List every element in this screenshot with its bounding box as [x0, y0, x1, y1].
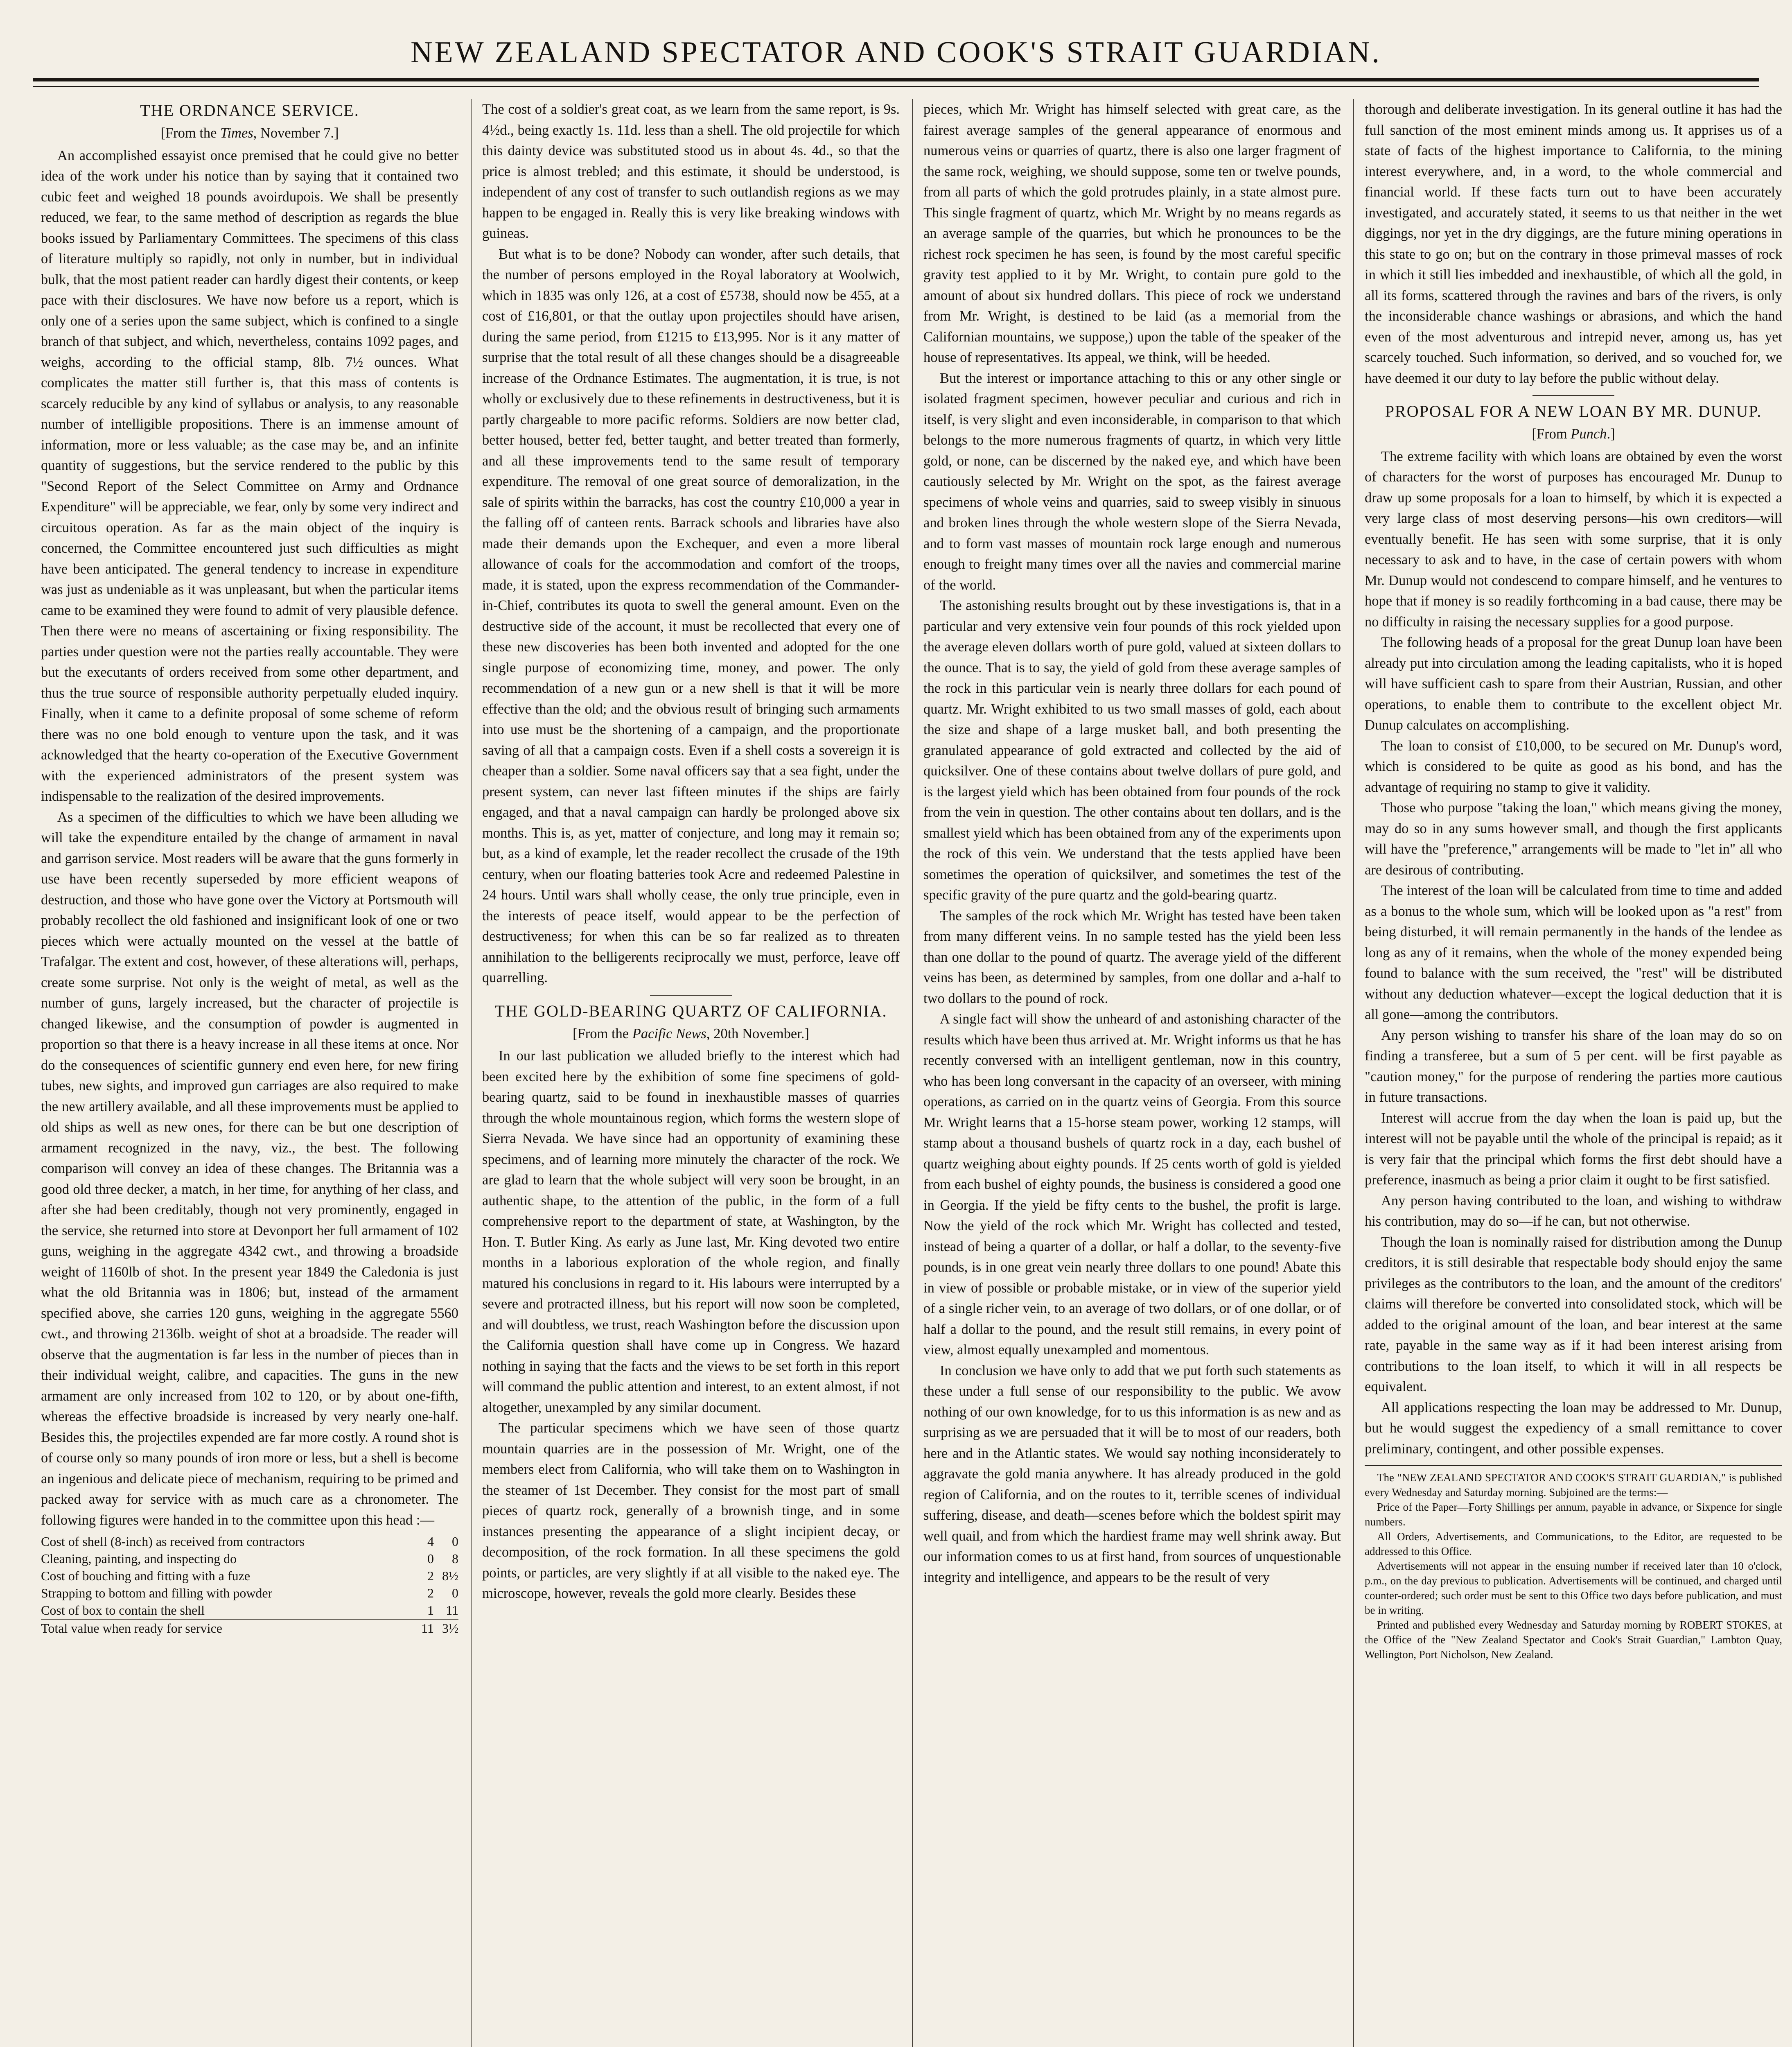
imprint-line: The "NEW ZEALAND SPECTATOR AND COOK'S STRAIT GUARDIAN," is published every Wednesday and Saturday morning. Subjoined are the terms:—: [1365, 1471, 1782, 1498]
masthead: NEW ZEALAND SPECTATOR AND COOK'S STRAIT GUARDIAN.: [411, 36, 1381, 69]
masthead-rule-thick: [33, 78, 1759, 81]
article-paragraph: Those who purpose "taking the loan," which means giving the money, may do so in any sums however small, and though the first applicants will have the "preference," arrangements will be made to "let in" all who are desirous of contributing.: [1365, 800, 1782, 878]
section-separator: [650, 995, 732, 996]
article-paragraph: But the interest or importance attaching to this or any other single or isolated fragment specimen, however peculiar and curious and rich in itself, is very slight and even inconsiderable, in comparison to that which belongs to the more numerous fragments of quartz, in which very little gold, or none, can be discerned by the naked eye, and which have been cautiously selected by Mr. Wright on the spot, as the fairest average specimens of whole veins and quarries, said to sweep visibly in sinuous and broken lines through the whole western slope of the Sierra Nevada, and to form vast masses of mountain rock large enough and numerous enough to freight many times over all the navies and commercial marine of the world.: [923, 370, 1341, 593]
article-paragraph: All applications respecting the loan may be addressed to Mr. Dunup, but he would suggest the expediency of a small remittance to cover preliminary, contingent, and other possible expenses.: [1365, 1399, 1782, 1457]
article-paragraph: The particular specimens which we have seen of those quartz mountain quarries are in the possession of Mr. Wright, one of the members elect from California, who will take them on to Washington in the steamer of 1st December. They consist for the most part of small pieces of quartz rock, generally of a brownish tinge, and in some instances presenting the appearance of a slight incipient decay, or decomposition, of the rock formation. In all these specimens the gold points, or particles, are very slightly if at all visible to the naked eye. The microscope, however, reveals the gold more clearly. Besides these: [482, 1420, 900, 1601]
article-paragraph: The interest of the loan will be calculated from time to time and added as a bonus to the whole sum, which will be looked upon as "a rest" from being disturbed, it will remain permanently in the hands of the lendee as long as any of it remains, when the whole of the money expended being found to balance with the sum received, the "rest" will be distributed without any deduction whatever—except the logical deduction that it is all gone—among the contributors.: [1365, 883, 1782, 1022]
imprint-rule: [1365, 1465, 1782, 1466]
article-paragraph: The following heads of a proposal for the great Dunup loan have been already put into circulation among the leading capitalists, who it is hoped will have sufficient cash to spare from their Austrian, Russian, and other operations, to enable them to contribute to the excellent object Mr. Dunup calculates on accomplishing.: [1365, 635, 1782, 733]
column-divider: [912, 99, 913, 2047]
imprint-line: Price of the Paper—Forty Shillings per annum, payable in advance, or Sixpence for single numbers.: [1365, 1501, 1782, 1528]
shell-cost-table: [41, 1533, 458, 1637]
article-source: [From the Times, November 7.]: [160, 125, 339, 141]
article-paragraph: In conclusion we have only to add that we put forth such statements as these under a full sense of our responsibility to the public. We avow nothing of our own knowledge, for to us this information is as new and as surprising as we are persuaded that it will be to most of our readers, both here and in the Atlantic states. We would say nothing inconsiderately to aggravate the gold mania anywhere. It has already produced in the gold region of California, and on the routes to it, terrible scenes of individual suffering, disease, and death—scenes before which the boldest spirit may well quail, and from which the hardiest frame may well shrink away. But our information comes to us at first hand, from sources of unquestionable integrity and intelligence, and appears to be the result of very: [923, 1362, 1341, 1585]
article-paragraph: As a specimen of the difficulties to which we have been alluding we will take the expenditure entailed by the change of armament in naval and garrison service. Most readers will be aware that the guns formerly in use have been recently superseded by more efficient weapons of destruction, and those who have gone over the Victory at Portsmouth will probably recollect the old fashioned and insignificant look of one or two pieces which were actually mounted on the vessel at the battle of Trafalgar. The extent and cost, however, of these alterations will, perhaps, create some surprise. Not only is the weight of metal, as well as the number of guns, largely increased, but the character of projectile is changed likewise, and the consumption of powder is augmented in proportion so that there is a heavy increase in all these items at once. Nor do the consequences of scientific gunnery end even here, for new firing tubes, new sights, and improved gun carriages are also required to make the new artillery available, and all these improvements must be applied to old ships as well as new ones, for there can be but one description of armament recognized in the navy, viz., the best. The following comparison will convey an idea of these changes. The Britannia was a good old three decker, a match, in her time, for anything of her class, and after she had been creditably, though not very prominently, engaged in the service, she returned into store at Devonport her full armament of 102 guns, weighing in the aggregate 4342 cwt., and throwing a broadside weight of 1160lb of shot. In the present year 1849 the Caledonia is just what the old Britannia was in 1806; but, instead of the armament specified above, she carries 120 guns, weighing in the aggregate 5560 cwt., and throwing 2136lb. weight of shot at a broadside. The reader will observe that the augmentation is far less in the number of pieces than in their individual weight, calibre, and capacities. The guns in the new armament are only increased from 102 to 120, or by about one-fifth, whereas the effective broadside is increased by very nearly one-half. Besides this, the projectiles expended are far more costly. A round shot is of course only so many pounds of iron more or less, but a shell is become an ingenious and delicate piece of mechanism, requiring to be primed and packed away for service with as much care as a chronometer. The following figures were handed in to the committee upon this head :—: [41, 809, 458, 1528]
section-separator: [1532, 395, 1614, 396]
article-paragraph: An accomplished essayist once premised that he could give no better idea of the work under his notice than by saying that it contained two cubic feet and weighed 18 pounds avoirdupois. We shall be presently reduced, we fear, to the same method of description as regards the blue books issued by Parliamentary Committees. The specimens of this class of literature multiply so rapidly, not only in number, but in individual bulk, that the most patient reader can hardly digest their contents, or keep pace with their disclosures. We have now before us a report, which is only one of a series upon the same subject, which is confined to a single branch of that subject, and which, nevertheless, contains 1092 pages, and weighs, according to the official stamp, 8lb. 7½ ounces. What complicates the matter still further is, that this mass of contents is scarcely reducible by any kind of syllabus or analysis, to any reasonable number of intelligible propositions. There is an immense amount of information, more or less valuable; as the case may be, and an infinite quantity of suggestions, but the service rendered to the public by this "Second Report of the Select Committee on Army and Ordnance Expenditure" will be appreciable, we fear, only by some very indirect and circuitous operation. As far as the main object of the inquiry is concerned, the Committee encountered just such difficulties as might have been anticipated. The general tendency to increase in expenditure was just as undeniable as it was unpleasant, but when the particular items came to be examined they were found to admit of very plausible defence. Then there were no means of ascertaining or fixing responsibility. The parties under question were not the parties really accountable. They were but the executants of orders received from some other department, and thus the true source of responsible authority perpetually eluded inquiry. Finally, when it came to a definite proposal of some scheme of reform there was no one bold enough to venture upon the task, and it was acknowledged that the hearty co-operation of the Executive Government with the experienced administrators of the present system was indispensable to the realization of the desired improvements.: [41, 147, 458, 804]
article-source: [From the Pacific News, 20th November.]: [573, 1026, 809, 1042]
column-4: [1365, 99, 1782, 2047]
article-paragraph: A single fact will show the unheard of and astonishing character of the results which have been thus arrived at. Mr. Wright informs us that he has recently conversed with an intelligent gentleman, now in this country, who has been long conversant in the capacity of an overseer, with mining operations, as carried on in the quartz veins of Georgia. From this source Mr. Wright learns that a 15-horse steam power, working 12 stamps, will stamp about a thousand bushels of quartz rock in a day, each bushel of quartz weighing about eighty pounds. If 25 cents worth of gold is yielded from each bushel of eighty pounds, the business is considered a good one in Georgia. If the yield be fifty cents to the bushel, the profit is large. Now the yield of the rock which Mr. Wright has collected and tested, instead of being a quarter of a dollar, or half a dollar, to the seventy-five pounds, is in one great vein nearly three dollars to one pound! Abate this in view of possible or probable mistake, or in view of the superior yield of a single richer vein, to an average of two dollars, or of one dollar, or of half a dollar to the pound, and the result still remains, in every point of view, almost equally unexampled and momentous.: [923, 1011, 1341, 1358]
table-row: Cost of bouching and fitting with a fuze 2 8½: [41, 1568, 458, 1583]
article-paragraph: Interest will accrue from the day when the loan is paid up, but the interest will not be payable until the whole of the principal is repaid; as it is very fair that the principal which forms the first debt should have a preference, inasmuch as being a prior claim it ought to be first satisfied.: [1365, 1110, 1782, 1188]
article-heading-ordnance: THE ORDNANCE SERVICE.: [140, 101, 359, 120]
article-paragraph: pieces, which Mr. Wright has himself selected with great care, as the fairest average samples of the general appearance of enormous and numerous veins or quarries of quartz, there is also one larger fragment of the same rock, weighing, we should suppose, some ten or twelve pounds, from all parts of which the gold protrudes plainly, in a state almost pure. This single fragment of quartz, which Mr. Wright by no means regards as an average sample of the quarries, but which he pronounces to be the richest rock specimen he has seen, is found by the most careful specific gravity test applied to it by Mr. Wright, to contain pure gold to the amount of about six hundred dollars. This piece of rock we understand from Mr. Wright, is destined to be laid (as a memorial from the Californian mountains, we suppose,) upon the table of the speaker of the house of representatives. Its appeal, we think, will be heeded.: [923, 102, 1341, 365]
column-1: [41, 99, 458, 2047]
article-paragraph: In our last publication we alluded briefly to the interest which had been excited here by the exhibition of some fine specimens of gold-bearing quartz, said to be found in inexhaustible masses of quarries through the whole mountainous region, which forms the western slope of Sierra Nevada. We have since had an opportunity of examining these specimens, and of learning more minutely the character of the rock. We are glad to learn that the whole subject will very soon be brought, in an authentic shape, to the attention of the public, in the form of a full comprehensive report to the department of state, at Washington, by the Hon. T. Butler King. As early as June last, Mr. King devoted two entire months in a laborious exploration of the whole region, and finally matured his conclusions in regard to it. His labours were interrupted by a severe and protracted illness, but his report will now soon be completed, and will doubtless, we trust, reach Washington before the discussion upon the California question shall have come up in Congress. We hazard nothing in saying that the facts and the views to be set forth in this report will command the public attention and interest, to an extent almost, if not altogether, unexampled by any similar document.: [482, 1048, 900, 1415]
column-2: [482, 99, 900, 2047]
table-row: Cleaning, painting, and inspecting do 0 8: [41, 1551, 458, 1566]
article-heading-gold-quartz: THE GOLD-BEARING QUARTZ OF CALIFORNIA.: [494, 1001, 887, 1020]
article-paragraph: Any person wishing to transfer his share of the loan may do so on finding a transferee, but a sum of 5 per cent. will be first payable as "caution money," for the purpose of rendering the parties more cautious in future transactions.: [1365, 1027, 1782, 1105]
article-paragraph: The cost of a soldier's great coat, as we learn from the same report, is 9s. 4½d., being exactly 1s. 11d. less than a shell. The old projectile for which this dainty device was substituted stood us in about 4s. 4d., so that the price is almost trebled; and this estimate, it should be understood, is independent of any cost of transfer to such outlandish regions as we may happen to be engaged in. Really this is very like breaking windows with guineas.: [482, 102, 900, 241]
masthead-rule-thin: [33, 86, 1759, 87]
article-paragraph: The samples of the rock which Mr. Wright has tested have been taken from many different veins. In no sample tested has the yield been less than one dollar to the pound of quartz. The average yield of the different veins has been, as determined by samples, from one dollar and a-half to two dollars to the pound of rock.: [923, 908, 1341, 1006]
article-paragraph: The extreme facility with which loans are obtained by even the worst of characters for the worst of purposes has encouraged Mr. Dunup to draw up some proposals for a loan to himself, by which it is expected a very large class of most deserving persons—his own creditors—will eventually benefit. He has seen with some surprise, that it is only necessary to ask and to have, in the case of certain powers with whom Mr. Dunup would not condescend to compare himself, and he ventures to hope that if money is so readily forthcoming in a bad cause, there may be no difficulty in raising the necessary supplies for a good purpose.: [1365, 448, 1782, 630]
article-paragraph: But what is to be done? Nobody can wonder, after such details, that the number of persons employed in the Royal laboratory at Woolwich, which in 1835 was only 126, at a cost of £5738, should now be 455, at a cost of £16,801, or that the outlay upon projectiles should have arisen, during the same period, from £1215 to £13,995. Nor is it any matter of surprise that the total result of all these changes should be a disagreeable increase of the Ordnance Estimates. The augmentation, it is true, is not wholly or exclusively due to these refinements in destructiveness, but it is partly chargeable to more pacific reforms. Soldiers are now better clad, better housed, better fed, better taught, and better treated than formerly, and all these improvements tend to the same result of temporary expenditure. The removal of one great source of demoralization, in the sale of spirits within the barracks, has cost the country £10,000 a year in the falling off of canteen rents. Barrack schools and libraries have also made their demands upon the Exchequer, and even a more liberal allowance of coals for the accommodation and comfort of the troops, made, it is stated, upon the express recommendation of the Commander-in-Chief, contributes its quota to swell the general amount. Even on the destructive side of the account, it must be recollected that every one of these new discoveries has been both invented and adopted for the one single purpose of economizing time, money, and power. The only recommendation of a new gun or a new shell is that it will be more effective than the old; and the obvious result of bringing such armaments into use must be the shortening of a campaign, and the proportionate saving of all that a campaign costs. Even if a shell costs a sovereign it is cheaper than a soldier. Some naval officers say that a sea fight, under the present system, can never last fifteen minutes if the ships are fairly engaged, and that a naval campaign can hardly be prolonged above six months. This is, as yet, matter of conjecture, and long may it remain so; but, as a kind of example, let the reader recollect the crusade of the 19th century, when our floating batteries took Acre and redeemed Palestine in 24 hours. Until wars shall wholly cease, the only true principle, even in the interests of peace itself, would appear to be the perfection of destructiveness; for when this can be so far realized as to threaten annihilation to the belligerents reciprocally we must, perforce, leave off quarrelling.: [482, 246, 900, 985]
article-paragraph: Though the loan is nominally raised for distribution among the Dunup creditors, it is still desirable that respectable body should enjoy the same privileges as the contributors to the loan, and the amount of the creditors' claims will therefore be converted into consolidated stock, which will be added to the original amount of the loan, and bear interest at the same rate, payable in the same way as if it had been interest arising from contributions to the loan itself, to which it will in all respects be equivalent.: [1365, 1234, 1782, 1394]
table-row: Strapping to bottom and filling with powder 2 0: [41, 1586, 458, 1600]
imprint-line: Advertisements will not appear in the ensuing number if received later than 10 o'clock, p.m., on the day previous to publication. Advertisements will be continued, and charged until counter-ordered; such order must be sent to this Office two days before publication, and must be in writing.: [1365, 1560, 1782, 1616]
column-3: [923, 99, 1341, 2047]
table-row: Cost of box to contain the shell 1 11: [41, 1603, 458, 1618]
article-paragraph: thorough and deliberate investigation. In its general outline it has had the full sanction of the most eminent minds among us. It apprises us of a state of facts of the highest importance to California, to the mining interest everywhere, and, in a word, to the whole commercial and financial world. If these facts turn out to have been accurately investigated, and accurately stated, it seems to us that neither in the wet diggings, nor yet in the dry diggings, are the future mining operations in this state to go on; but on the contrary in those primeval masses of rock in which it still lies imbedded and inexhaustible, of which all the gold, in all its forms, scattered through the ravines and bars of the rivers, is only the inconsiderable chance washings or abrasions, and which the hand even of the most adventurous and intrepid never, among us, has yet scarcely touched. Such information, so derived, and so vouched for, we have deemed it our duty to lay before the public without delay.: [1365, 102, 1782, 386]
article-paragraph: The loan to consist of £10,000, to be secured on Mr. Dunup's word, which is considered to be quite as good as his bond, and has the advantage of requiring no stamp to give it validity.: [1365, 738, 1782, 795]
publisher-imprint: [1365, 1470, 1782, 1662]
article-paragraph: The astonishing results brought out by these investigations is, that in a particular and very extensive vein four pounds of this rock yielded upon the average eleven dollars worth of pure gold, valued at sixteen dollars to the ounce. That is to say, the yield of gold from these average samples of the rock in this particular vein is nearly three dollars for each pound of quartz. Mr. Wright exhibited to us two small masses of gold, each about the size and shape of a large musket ball, and both presenting the granulated appearance of gold extracted and collected by the aid of quicksilver. One of these contains about twelve dollars of pure gold, and is the largest yield which has been obtained from four pounds of the rock from the vein in question. The other contains about ten dollars, and is the smallest yield which has been obtained from any of the experiments upon the rock of this vein. We understand that the tests applied have been sometimes the operation of quicksilver, and sometimes the test of the specific gravity of the pure quartz and the gold-bearing quartz.: [923, 598, 1341, 903]
article-source: [From Punch.]: [1532, 426, 1615, 442]
article-paragraph: Any person having contributed to the loan, and wishing to withdraw his contribution, may do so—if he can, but not otherwise.: [1365, 1193, 1782, 1229]
article-heading-dunup-loan: PROPOSAL FOR A NEW LOAN BY MR. DUNUP.: [1385, 402, 1762, 420]
table-total-row: Total value when ready for service 11 3½: [41, 1619, 458, 1637]
column-divider: [471, 99, 472, 2047]
column-divider: [1353, 99, 1354, 2047]
imprint-line: Printed and published every Wednesday and Saturday morning by ROBERT STOKES, at the Office of the "New Zealand Spectator and Cook's Strait Guardian," Lambton Quay, Wellington, Port Nicholson, New Zealand.: [1365, 1619, 1782, 1661]
table-row: Cost of shell (8-inch) as received from contractors 4 0: [41, 1534, 458, 1549]
imprint-line: All Orders, Advertisements, and Communications, to the Editor, are requested to be addressed to this Office.: [1365, 1530, 1782, 1557]
